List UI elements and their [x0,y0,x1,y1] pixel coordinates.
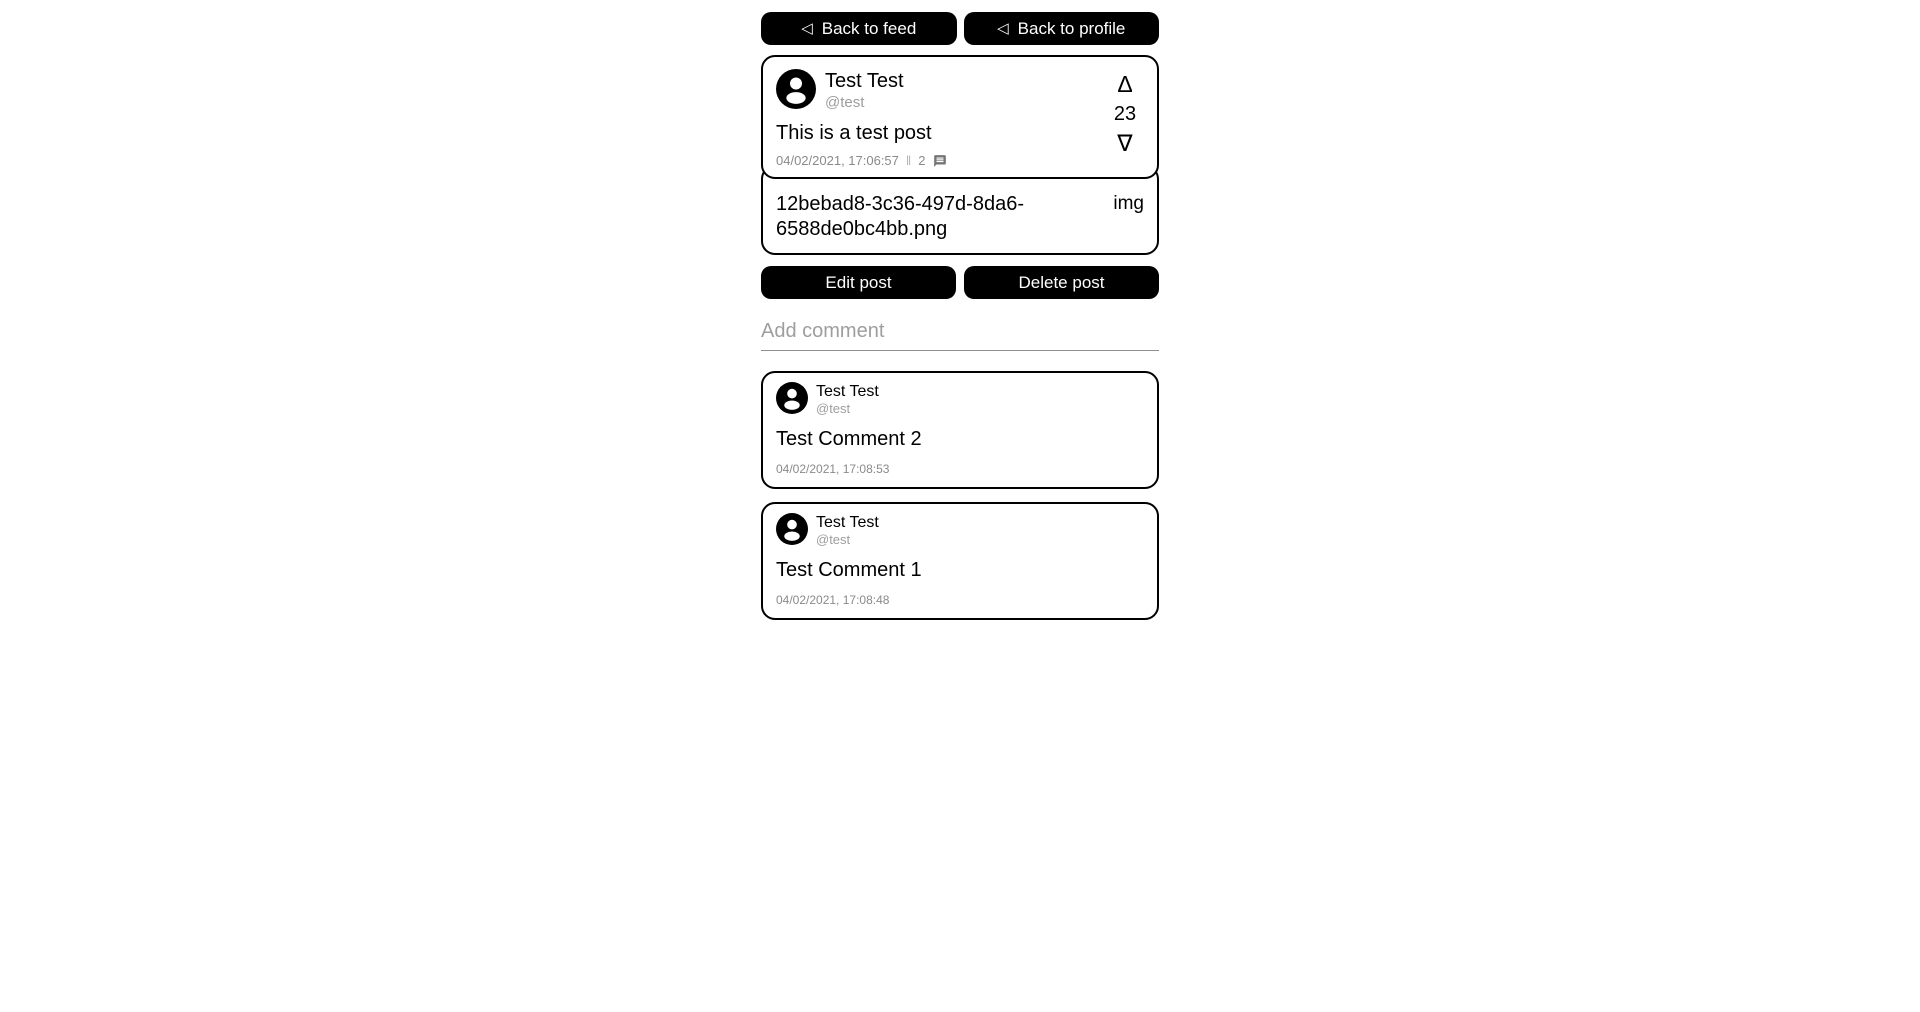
back-to-profile-label: Back to profile [1017,18,1126,38]
content-column [761,0,1159,620]
account-circle-icon [776,69,816,109]
downvote-button[interactable]: ∇ [1117,130,1133,156]
back-to-feed-button[interactable] [761,12,957,45]
comment-timestamp: 04/02/2021, 17:08:48 [776,592,890,607]
post-main [776,69,1106,168]
vote-controls [1106,69,1144,168]
back-to-profile-button[interactable] [964,12,1160,45]
post-meta-row [776,153,1106,168]
comment-author-name: Test Test [816,513,879,531]
comment-count: 2 [918,153,926,168]
post-card [761,55,1159,179]
comment-author-name: Test Test [816,383,879,400]
comment-text: Test Comment 2 [776,427,922,450]
back-to-feed-label: Back to feed [821,18,917,38]
delete-post-button[interactable]: Delete post [964,266,1159,299]
post-author-name: Test Test [825,70,904,92]
comment-text: Test Comment 1 [776,558,922,581]
post-timestamp: 04/02/2021, 17:06:57 [776,153,899,168]
upvote-button[interactable]: Δ [1117,71,1133,97]
post-text: This is a test post [776,122,932,144]
back-triangle-icon: ◁ [997,20,1009,37]
comment-author-handle: @test [816,531,851,547]
account-circle-icon [776,513,808,545]
broken-image-placeholder: img [1113,193,1144,214]
post-author-handle: @test [825,94,865,111]
comment-author-block [816,513,879,548]
comment-author-block [816,382,879,417]
comment-timestamp: 04/02/2021, 17:08:53 [776,461,890,476]
add-comment-input[interactable] [761,318,1159,351]
meta-separator: ‖ [905,153,912,168]
comment-header [776,513,1144,548]
nav-buttons-row [761,12,1159,45]
post-actions-row [761,266,1159,299]
account-circle-icon [776,382,808,414]
comments-list [761,371,1159,620]
attachment-filename: 12bebad8-3c36-497d-8da6-6588de0bc4bb.png [776,193,1024,240]
comment-header [776,382,1144,417]
post-author-block [825,69,904,112]
comment-bubble-icon [933,154,947,168]
add-comment-field [761,318,1159,351]
back-triangle-icon: ◁ [801,20,813,37]
comment-card [761,502,1159,620]
comment-author-handle: @test [816,401,851,417]
comment-card [761,371,1159,489]
vote-count: 23 [1113,103,1137,125]
post-header [776,69,1106,112]
edit-post-button[interactable]: Edit post [761,266,956,299]
